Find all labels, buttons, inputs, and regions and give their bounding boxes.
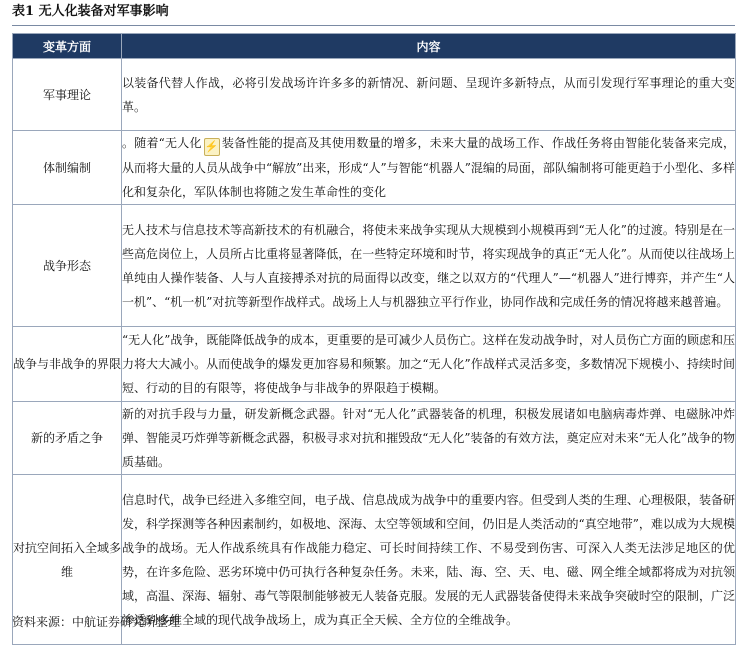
table-row [13, 205, 736, 327]
row-category: 新的矛盾之争 [13, 402, 122, 475]
row-content [122, 131, 736, 205]
lightning-icon: ⚡ [204, 138, 220, 156]
table-row [13, 327, 736, 402]
row-content: 新的对抗手段与力量，研发新概念武器。针对“无人化”武器装备的机理，积极发展诸如电脑病毒炸弹、电磁脉冲炸弹、智能灵巧炸弹等新概念武器，积极寻求对抗和摧毁敌“无人化”装备的有效方法，奠定应对未来“无人化”战争的物质基础。 [122, 402, 736, 475]
table-title: 表1 无人化装备对军事影响 [12, 4, 169, 19]
row-content: 以装备代替人作战，必将引发战场许许多多的新情况、新问题、呈现许多新特点，从而引发现行军事理论的重大变革。 [122, 59, 736, 131]
row-category: 战争形态 [13, 205, 122, 327]
table-header-row [13, 34, 736, 59]
source-note: 资料来源：中航证券研究所整理 [12, 615, 181, 629]
row-content: 无人技术与信息技术等高新技术的有机融合，将使未来战争实现从大规模到小规模再到“无人化”的过渡。特别是在一些高危岗位上，人员所占比重将显著降低，在一些特定环境和时节，将实现战争的真正“无人化”。从而使以往战场上单纯由人操作装备、人与人直接搏杀对抗的局面得以改变，继之以双方的“代理人”—“机器人”进行博弈，并产生“人一机”、“机一机”对抗等新型作战样式。战场上人与机器独立平行作业，协同作战和完成任务的情况将越来越普遍。 [122, 205, 736, 327]
row-content: “无人化”战争，既能降低战争的成本，更重要的是可减少人员伤亡。这样在发动战争时，对人员伤亡方面的顾虑和压力将大大减小。从而使战争的爆发更加容易和频繁。加之“无人化”作战样式灵活多变，多数情况下规模小、持续时间短、行动的目的有限等，将使战争与非战争的界限趋于模糊。 [122, 327, 736, 402]
row-content-part: 装备性能的提高及其使用数量的增多，未来大量的战场工作、作战任务将由智能化装备来完成，从而将大量的人员从战争中“解放”出来，形成“人”与智能“机器人”混编的局面，部队编制将可能更趋于小型化、多样化和复杂化，军队体制也将随之发生革命性的变化 [122, 136, 735, 199]
table-row [13, 131, 736, 205]
table-row [13, 402, 736, 475]
row-category: 对抗空间拓入全域多维 [13, 475, 122, 645]
header-category: 变革方面 [13, 34, 122, 59]
impact-table [12, 33, 736, 645]
row-category: 军事理论 [13, 59, 122, 131]
row-category: 战争与非战争的界限 [13, 327, 122, 402]
row-content: 信息时代，战争已经进入多维空间，电子战、信息战成为战争中的重要内容。但受到人类的生理、心理极限，装备研发，科学探测等各种因素制约，如极地、深海、太空等领域和空间，仍旧是人类活动的“真空地带”，难以成为大规模战争的战场。无人作战系统具有作战能力稳定、可长时间持续工作、不易受到伤害、可深入人类无法涉足地区的优势，在许多危险、恶劣环境中仍可执行各种复杂任务。未来，陆、海、空、天、电、磁、网全维全域都将成为对抗领域，高温、深海、辐射、毒气等限制能够被无人装备克服。发展的无人武器装备使得未来战争突破时空的限制，广泛渗透到多维全域的现代战争战场上，成为真正全天候、全方位的全维战争。 [122, 475, 736, 645]
table-row [13, 59, 736, 131]
row-category: 体制编制 [13, 131, 122, 205]
row-content-part: 。随着“无人化 [122, 136, 202, 150]
header-content: 内容 [122, 34, 736, 59]
title-divider [12, 25, 735, 26]
